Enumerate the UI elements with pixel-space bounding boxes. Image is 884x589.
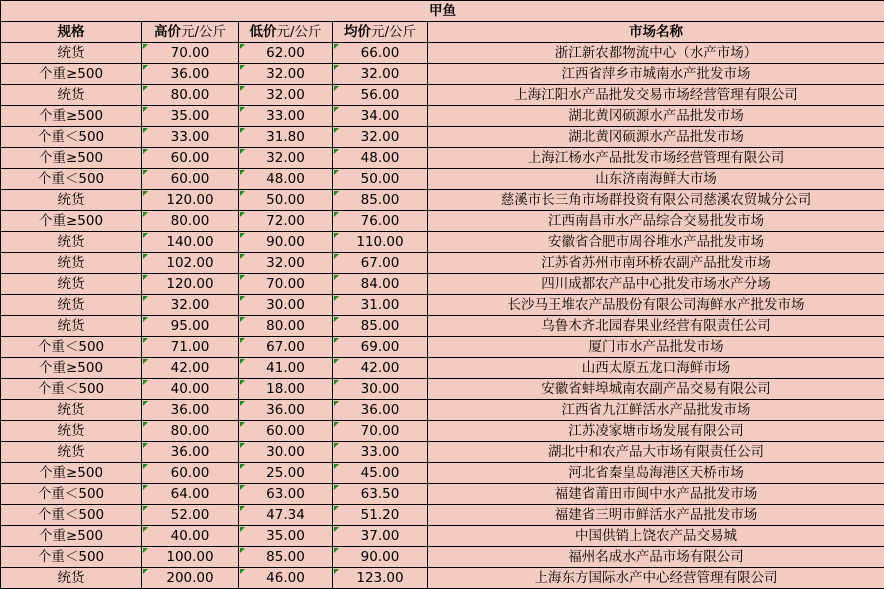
avg-price-cell[interactable]: 32.00 xyxy=(333,64,428,85)
table-row xyxy=(1,484,884,505)
high-price-cell[interactable]: 35.00 xyxy=(142,106,239,127)
avg-price-cell[interactable]: 48.00 xyxy=(333,148,428,169)
low-price-cell[interactable]: 70.00 xyxy=(239,274,333,295)
spec-cell[interactable]: 个重≥500 xyxy=(1,463,142,484)
table-row xyxy=(1,463,884,484)
high-price-cell[interactable]: 60.00 xyxy=(142,148,239,169)
header-spec[interactable] xyxy=(1,22,142,43)
market-name-cell[interactable]: 江西省九江鲜活水产品批发市场 xyxy=(428,400,884,421)
avg-price-cell[interactable]: 69.00 xyxy=(333,337,428,358)
spec-cell[interactable]: 个重≥500 xyxy=(1,64,142,85)
market-name-cell[interactable]: 上海江阳水产品批发交易市场经营管理有限公司 xyxy=(428,85,884,106)
low-price-cell[interactable]: 90.00 xyxy=(239,232,333,253)
high-price-cell[interactable]: 36.00 xyxy=(142,400,239,421)
low-price-cell[interactable]: 32.00 xyxy=(239,64,333,85)
market-name-cell[interactable]: 上海江杨水产品批发市场经营管理有限公司 xyxy=(428,148,884,169)
spec-cell[interactable]: 个重≥500 xyxy=(1,526,142,547)
spec-cell[interactable]: 统货 xyxy=(1,400,142,421)
spec-cell[interactable]: 个重＜500 xyxy=(1,484,142,505)
avg-price-cell[interactable]: 84.00 xyxy=(333,274,428,295)
table-row xyxy=(1,295,884,316)
high-price-cell[interactable]: 40.00 xyxy=(142,526,239,547)
header-market-name[interactable] xyxy=(428,22,884,43)
avg-price-cell[interactable]: 31.00 xyxy=(333,295,428,316)
high-price-cell[interactable]: 120.00 xyxy=(142,190,239,211)
spec-cell[interactable]: 统货 xyxy=(1,190,142,211)
table-row xyxy=(1,169,884,190)
low-price-cell[interactable]: 30.00 xyxy=(239,442,333,463)
spec-cell[interactable]: 统货 xyxy=(1,442,142,463)
header-label: 低价 xyxy=(249,24,276,40)
spec-cell[interactable]: 个重≥500 xyxy=(1,106,142,127)
market-name-cell[interactable]: 江苏凌家塘市场发展有限公司 xyxy=(428,421,884,442)
table-row xyxy=(1,253,884,274)
high-price-cell[interactable]: 32.00 xyxy=(142,295,239,316)
table-row xyxy=(1,337,884,358)
avg-price-cell[interactable]: 42.00 xyxy=(333,358,428,379)
table-row xyxy=(1,358,884,379)
spec-cell[interactable]: 统货 xyxy=(1,295,142,316)
table-row xyxy=(1,43,884,64)
low-price-cell[interactable]: 30.00 xyxy=(239,295,333,316)
low-price-cell[interactable]: 85.00 xyxy=(239,547,333,568)
avg-price-cell[interactable]: 76.00 xyxy=(333,211,428,232)
avg-price-cell[interactable]: 34.00 xyxy=(333,106,428,127)
table-row xyxy=(1,274,884,295)
market-name-cell[interactable]: 上海东方国际水产中心经营管理有限公司 xyxy=(428,568,884,589)
market-name-cell[interactable]: 慈溪市长三角市场群投资有限公司慈溪农贸城分公司 xyxy=(428,190,884,211)
table-row xyxy=(1,400,884,421)
avg-price-cell[interactable]: 110.00 xyxy=(333,232,428,253)
high-price-cell[interactable]: 140.00 xyxy=(142,232,239,253)
spec-cell[interactable]: 统货 xyxy=(1,421,142,442)
avg-price-cell[interactable]: 45.00 xyxy=(333,463,428,484)
spec-cell[interactable]: 统货 xyxy=(1,274,142,295)
spec-cell[interactable]: 个重≥500 xyxy=(1,358,142,379)
spec-cell[interactable]: 统货 xyxy=(1,43,142,64)
high-price-cell[interactable]: 36.00 xyxy=(142,64,239,85)
high-price-cell[interactable]: 60.00 xyxy=(142,463,239,484)
low-price-cell[interactable]: 63.00 xyxy=(239,484,333,505)
avg-price-cell[interactable]: 90.00 xyxy=(333,547,428,568)
avg-price-cell[interactable]: 51.20 xyxy=(333,505,428,526)
header-unit: 元/公斤 xyxy=(181,24,226,40)
low-price-cell[interactable]: 60.00 xyxy=(239,421,333,442)
table-row xyxy=(1,232,884,253)
spec-cell[interactable]: 统货 xyxy=(1,316,142,337)
high-price-cell[interactable]: 71.00 xyxy=(142,337,239,358)
low-price-cell[interactable]: 32.00 xyxy=(239,85,333,106)
low-price-cell[interactable]: 32.00 xyxy=(239,148,333,169)
spec-cell[interactable]: 个重≥500 xyxy=(1,148,142,169)
table-row xyxy=(1,379,884,400)
header-avg-price[interactable] xyxy=(333,22,428,43)
spec-cell[interactable]: 统货 xyxy=(1,85,142,106)
market-name-cell[interactable]: 福建省莆田市闽中水产品批发市场 xyxy=(428,484,884,505)
spec-cell[interactable]: 个重＜500 xyxy=(1,505,142,526)
table-row xyxy=(1,64,884,85)
table-row xyxy=(1,316,884,337)
avg-price-cell[interactable]: 63.50 xyxy=(333,484,428,505)
avg-price-cell[interactable]: 56.00 xyxy=(333,85,428,106)
market-name-cell[interactable]: 乌鲁木齐北园春果业经营有限责任公司 xyxy=(428,316,884,337)
table-row xyxy=(1,148,884,169)
spec-cell[interactable]: 统货 xyxy=(1,253,142,274)
market-name-cell[interactable]: 山东济南海鲜大市场 xyxy=(428,169,884,190)
low-price-cell[interactable]: 62.00 xyxy=(239,43,333,64)
avg-price-cell[interactable]: 50.00 xyxy=(333,169,428,190)
avg-price-cell[interactable]: 32.00 xyxy=(333,127,428,148)
avg-price-cell[interactable]: 37.00 xyxy=(333,526,428,547)
high-price-cell[interactable]: 70.00 xyxy=(142,43,239,64)
avg-price-cell[interactable]: 85.00 xyxy=(333,190,428,211)
avg-price-cell[interactable]: 67.00 xyxy=(333,253,428,274)
table-row xyxy=(1,190,884,211)
avg-price-cell[interactable]: 33.00 xyxy=(333,442,428,463)
table-body xyxy=(1,43,884,589)
low-price-cell[interactable]: 31.80 xyxy=(239,127,333,148)
table-title[interactable]: 甲鱼 xyxy=(1,1,884,22)
low-price-cell[interactable]: 25.00 xyxy=(239,463,333,484)
header-high-price[interactable] xyxy=(142,22,239,43)
high-price-cell[interactable]: 100.00 xyxy=(142,547,239,568)
avg-price-cell[interactable]: 123.00 xyxy=(333,568,428,589)
header-unit: 元/公斤 xyxy=(371,24,416,40)
spec-cell[interactable]: 个重≥500 xyxy=(1,211,142,232)
avg-price-cell[interactable]: 70.00 xyxy=(333,421,428,442)
spec-cell[interactable]: 个重＜500 xyxy=(1,379,142,400)
title-row xyxy=(1,1,884,22)
header-label: 高价 xyxy=(154,24,181,40)
market-name-cell[interactable]: 安徽省蚌埠城南农副产品交易有限公司 xyxy=(428,379,884,400)
market-name-cell[interactable]: 安徽省合肥市周谷堆水产品批发市场 xyxy=(428,232,884,253)
header-label: 规格 xyxy=(58,24,85,40)
low-price-cell[interactable]: 32.00 xyxy=(239,253,333,274)
low-price-cell[interactable]: 35.00 xyxy=(239,526,333,547)
high-price-cell[interactable]: 80.00 xyxy=(142,421,239,442)
low-price-cell[interactable]: 36.00 xyxy=(239,400,333,421)
table-row xyxy=(1,526,884,547)
avg-price-cell[interactable]: 85.00 xyxy=(333,316,428,337)
spec-cell[interactable]: 统货 xyxy=(1,568,142,589)
spec-cell[interactable]: 个重＜500 xyxy=(1,127,142,148)
spec-cell[interactable]: 个重＜500 xyxy=(1,547,142,568)
low-price-cell[interactable]: 46.00 xyxy=(239,568,333,589)
low-price-cell[interactable]: 48.00 xyxy=(239,169,333,190)
header-low-price[interactable] xyxy=(239,22,333,43)
low-price-cell[interactable]: 80.00 xyxy=(239,316,333,337)
header-label: 市场名称 xyxy=(629,24,683,40)
avg-price-cell[interactable]: 66.00 xyxy=(333,43,428,64)
market-name-cell[interactable]: 山西太原五龙口海鲜市场 xyxy=(428,358,884,379)
spec-cell[interactable]: 个重＜500 xyxy=(1,169,142,190)
market-name-cell[interactable]: 湖北中和农产品大市场有限责任公司 xyxy=(428,442,884,463)
high-price-cell[interactable]: 80.00 xyxy=(142,85,239,106)
header-row xyxy=(1,22,884,43)
market-name-cell[interactable]: 福建省三明市鲜活水产品批发市场 xyxy=(428,505,884,526)
high-price-cell[interactable]: 52.00 xyxy=(142,505,239,526)
spec-cell[interactable]: 统货 xyxy=(1,232,142,253)
spec-cell[interactable]: 个重＜500 xyxy=(1,337,142,358)
header-label: 均价 xyxy=(344,24,371,40)
table-row xyxy=(1,547,884,568)
high-price-cell[interactable]: 33.00 xyxy=(142,127,239,148)
market-name-cell[interactable]: 湖北黄冈硕源水产品批发市场 xyxy=(428,127,884,148)
market-name-cell[interactable]: 长沙马王堆农产品股份有限公司海鲜水产批发市场 xyxy=(428,295,884,316)
market-name-cell[interactable]: 厦门市水产品批发市场 xyxy=(428,337,884,358)
low-price-cell[interactable]: 47.34 xyxy=(239,505,333,526)
table-row xyxy=(1,568,884,589)
high-price-cell[interactable]: 102.00 xyxy=(142,253,239,274)
low-price-cell[interactable]: 50.00 xyxy=(239,190,333,211)
table-row xyxy=(1,211,884,232)
market-name-cell[interactable]: 四川成都农产品中心批发市场水产分场 xyxy=(428,274,884,295)
high-price-cell[interactable]: 95.00 xyxy=(142,316,239,337)
market-name-cell[interactable]: 湖北黄冈硕源水产品批发市场 xyxy=(428,106,884,127)
low-price-cell[interactable]: 72.00 xyxy=(239,211,333,232)
market-name-cell[interactable]: 江西省萍乡市城南水产批发市场 xyxy=(428,64,884,85)
high-price-cell[interactable]: 42.00 xyxy=(142,358,239,379)
market-name-cell[interactable]: 浙江新农都物流中心（水产市场） xyxy=(428,43,884,64)
high-price-cell[interactable]: 60.00 xyxy=(142,169,239,190)
table-row xyxy=(1,421,884,442)
market-name-cell[interactable]: 江西南昌市水产品综合交易批发市场 xyxy=(428,211,884,232)
table-row xyxy=(1,127,884,148)
header-unit: 元/公斤 xyxy=(276,24,321,40)
market-name-cell[interactable]: 江苏省苏州市南环桥农副产品批发市场 xyxy=(428,253,884,274)
table-row xyxy=(1,505,884,526)
table-row xyxy=(1,85,884,106)
avg-price-cell[interactable]: 36.00 xyxy=(333,400,428,421)
high-price-cell[interactable]: 40.00 xyxy=(142,379,239,400)
high-price-cell[interactable]: 200.00 xyxy=(142,568,239,589)
table-row xyxy=(1,442,884,463)
avg-price-cell[interactable]: 30.00 xyxy=(333,379,428,400)
market-name-cell[interactable]: 中国供销上饶农产品交易城 xyxy=(428,526,884,547)
market-name-cell[interactable]: 福州名成水产品市场有限公司 xyxy=(428,547,884,568)
low-price-cell[interactable]: 41.00 xyxy=(239,358,333,379)
low-price-cell[interactable]: 33.00 xyxy=(239,106,333,127)
high-price-cell[interactable]: 64.00 xyxy=(142,484,239,505)
high-price-cell[interactable]: 36.00 xyxy=(142,442,239,463)
high-price-cell[interactable]: 80.00 xyxy=(142,211,239,232)
market-name-cell[interactable]: 河北省秦皇岛海港区天桥市场 xyxy=(428,463,884,484)
low-price-cell[interactable]: 18.00 xyxy=(239,379,333,400)
table-row xyxy=(1,106,884,127)
low-price-cell[interactable]: 67.00 xyxy=(239,337,333,358)
high-price-cell[interactable]: 120.00 xyxy=(142,274,239,295)
